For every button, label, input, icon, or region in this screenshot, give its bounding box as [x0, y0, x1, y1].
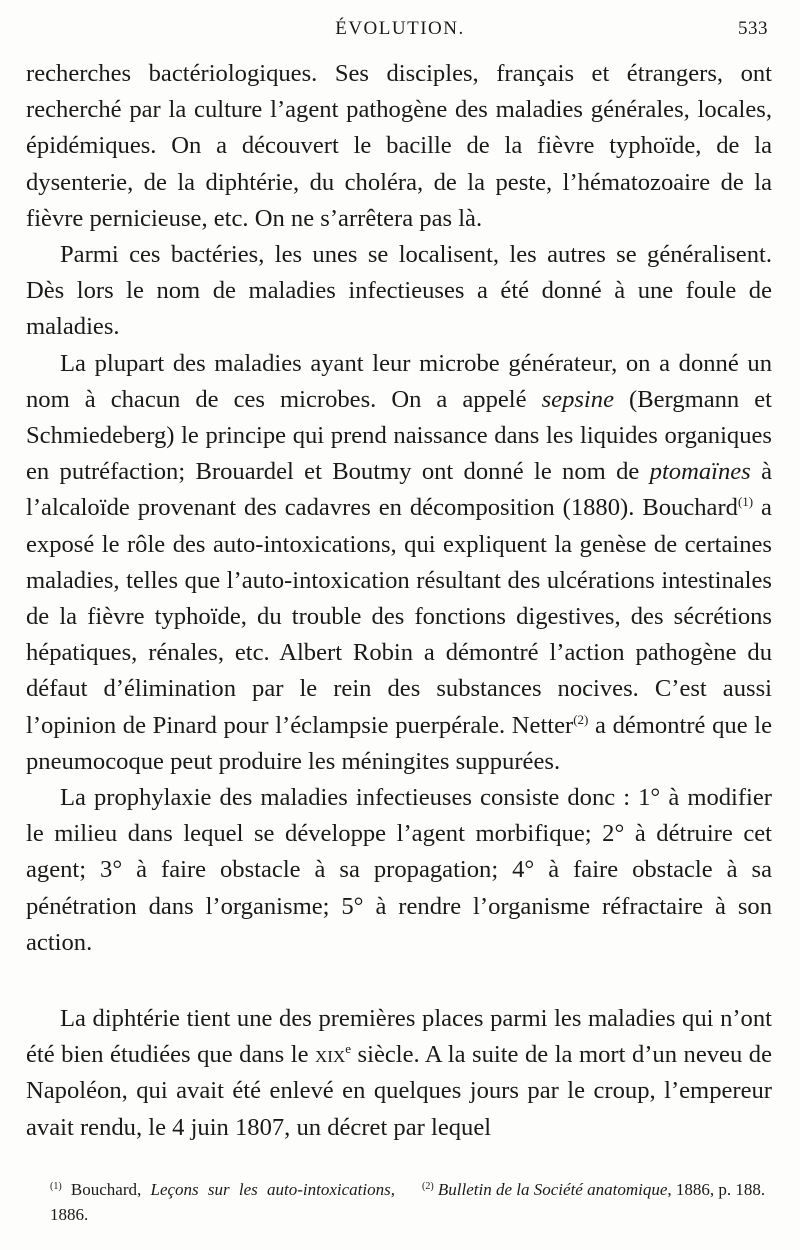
page-body: [26, 56, 772, 1146]
footnote-2-marker: (2): [422, 1181, 434, 1192]
footnote-2-title: Bulletin de la Société anatomique: [437, 1180, 668, 1199]
paragraph-2: Parmi ces bactéries, les unes se localisent, les autres se généralisent. Dès lors le nom de maladies infectieuses a été donné à une foule de maladies.: [26, 241, 772, 341]
term-ptomaines: ptomaïnes: [649, 458, 751, 486]
page-header: [0, 18, 800, 48]
footnote-1-rest: , 1886.: [50, 1180, 395, 1224]
century-suffix: e: [345, 1041, 352, 1057]
paragraph-5: [26, 1001, 772, 1146]
term-sepsine: sepsine: [541, 385, 614, 413]
paragraph-3-text-5: a démontré que le pneumocoque peut produire les méningites suppurées.: [26, 711, 772, 775]
running-title: ÉVOLUTION.: [335, 18, 465, 39]
paragraph-5-text-2: siècle. A la suite de la mort d’un neveu de Napoléon, qui avait été enlevé en quelques jours par le croup, l’empereur avait rendu, le 4 juin 1807, un décret par lequel: [26, 1041, 772, 1141]
footnote-1-title: Leçons sur les auto-intoxications: [150, 1180, 391, 1199]
paragraph-5-text-1: La diphtérie tient une des premières places parmi les maladies qui n’ont été bien étudiées que dans le: [26, 1005, 772, 1069]
footnote-2: [422, 1177, 772, 1202]
footnote-2-rest: , 1886, p. 188.: [667, 1180, 766, 1199]
paragraph-3-text-2: (Bergmann et Schmiedeberg) le principe qui prend naissance dans les liquides organiques en putréfaction; Brouardel et Boutmy ont donné le nom de: [26, 385, 772, 486]
paragraph-4: La prophylaxie des maladies infectieuses consiste donc : 1° à modifier le milieu dans lequel se développe l’agent morbifique; 2° à détruire cet agent; 3° à faire obstacle à sa propagation; 4° à faire obstacle à sa pénétration dans l’organisme; 5° à rendre l’organisme réfractaire à son action.: [26, 784, 772, 956]
footnote-ref-1: (1): [737, 494, 754, 510]
footnote-1-author: Bouchard,: [61, 1180, 151, 1199]
footnote-1: [50, 1177, 395, 1227]
paragraph-3: [26, 346, 772, 780]
century-numeral: xix: [315, 1041, 346, 1069]
footnote-ref-2: (2): [573, 711, 589, 727]
paragraph-3-text-4: a exposé le rôle des auto-intoxications, qui expliquent la genèse de certaines maladies, telles que l’auto-intoxication résultant des ulcérations intestinales de la fièvre typhoïde, du trouble des fonctions digestives, des sécrétions hépatiques, rénales, etc. Albert Robin a démontré l’action pathogène du défaut d’élimination par le rein des substances nocives. C’est aussi l’opinion de Pinard pour l’éclampsie puerpérale. Netter: [26, 494, 772, 739]
paragraph-3-text-1: La plupart des maladies ayant leur microbe générateur, on a donné un nom à chacun de ces microbes. On a appelé: [26, 349, 772, 413]
paragraph-3-text-3: à l’alcaloïde provenant des cadavres en décomposition (1880). Bouchard: [26, 458, 772, 522]
footnote-1-marker: (1): [50, 1181, 62, 1192]
page-number: 533: [738, 18, 768, 39]
paragraph-1: recherches bactériologiques. Ses disciples, français et étrangers, ont recherché par la culture l’agent pathogène des maladies générales, locales, épidémiques. On a découvert le bacille de la fièvre typhoïde, de la dysenterie, de la diphtérie, du choléra, de la peste, l’hématozoaire de la fièvre pernicieuse, etc. On ne s’arrêtera pas là.: [26, 60, 772, 232]
